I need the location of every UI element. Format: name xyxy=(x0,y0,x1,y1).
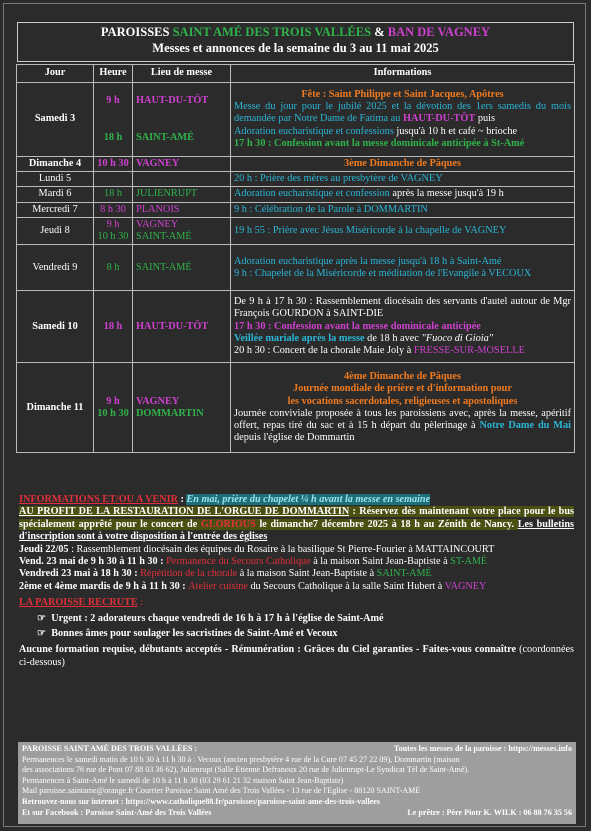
notices-highlight: En mai, prière du chapelet ¼ h avant la messe en semaine xyxy=(186,494,431,505)
col-header-hour: Heure xyxy=(94,65,133,83)
table-row xyxy=(17,245,575,291)
col-header-info: Informations xyxy=(231,65,575,83)
row-hours xyxy=(94,363,133,453)
notice-date: Vendredi 23 mai à 18 h 30 : xyxy=(19,568,141,580)
info-text: Journée conviviale proposée à tous les paroissiens avec, après la messe, apéritif offert, repas tiré du sac et à 15 h départ du pèlerinage à xyxy=(234,407,571,431)
col-header-place: Lieu de messe xyxy=(133,65,231,83)
table-row xyxy=(17,83,575,157)
info-line xyxy=(234,333,571,345)
info-text: HAUT-DU-TÔT xyxy=(402,113,476,125)
table-row xyxy=(17,157,575,172)
orgue-notice xyxy=(19,506,574,543)
footer-mail[interactable]: Mail paroisse.saintame@orange.fr Courrier Paroisse Saint Amé des Trois Vallées - 13 rue de l'Eglise - 88120 SAINT-AMÉ xyxy=(22,786,421,796)
table-row xyxy=(17,363,575,453)
notice-date: Vend. 23 mai de 9 h 30 à 11 h 30 : xyxy=(19,556,167,568)
info-text: depuis l'église de Dommartin xyxy=(234,432,355,444)
row-hours: 8 h xyxy=(94,245,133,291)
hour-item: 18 h xyxy=(103,131,123,143)
footer-text: Le prêtre : Père Piotr K. WILK : 06 88 76 35 56 xyxy=(407,807,572,817)
pointing-hand-icon: ☞ xyxy=(37,628,47,640)
row-day: Mercredi 7 xyxy=(17,202,94,217)
info-line xyxy=(234,408,571,445)
row-info: 3ème Dimanche de Pâques xyxy=(231,157,575,172)
row-places: VAGNEY xyxy=(133,157,231,172)
footer-contact xyxy=(18,742,576,824)
pointing-hand-icon: ☞ xyxy=(37,612,47,624)
row-info xyxy=(231,83,575,157)
info-line xyxy=(234,345,571,357)
formation-text: Aucune formation requise, débutants acceptés - Rémunération : Grâces du Ciel garanties - Faites-vous connaître xyxy=(19,644,516,656)
row-day: Samedi 3 xyxy=(17,83,94,157)
table-header-row xyxy=(17,65,575,83)
info-text: Veillée mariale après la messe xyxy=(234,332,365,344)
messes-link[interactable]: Toutes les messes de la paroisse : https://messes.info xyxy=(393,744,572,753)
notice-text: VAGNEY xyxy=(444,580,487,592)
info-line: Fête : Saint Philippe et Saint Jacques, Apôtres xyxy=(301,88,504,100)
notice-date: 2ème et 4ème mardis de 9 h à 11 h 30 : xyxy=(19,580,189,592)
info-text: FRESSE-SUR-MOSELLE xyxy=(413,345,525,357)
row-day: Samedi 10 xyxy=(17,291,94,363)
notice-text: ST-AMÉ xyxy=(450,556,488,568)
hour-item: 10 h 30 xyxy=(97,231,129,243)
info-text: Messe du jour pour le jubilé 2025 et la dévotion des 1ers samedis du mois demandée par Notre Dame de Fatima au xyxy=(234,101,571,125)
place-item: SAINT-AMÉ xyxy=(136,131,194,143)
info-line: 17 h 30 : Confession avant la messe dominicale anticipée à St-Amé xyxy=(234,137,525,149)
footer-line xyxy=(22,808,572,819)
info-line xyxy=(234,126,571,138)
place-item: SAINT-AMÉ xyxy=(136,231,192,243)
notice-text: SAINT-AMÉ xyxy=(376,568,432,580)
table-row xyxy=(17,291,575,363)
place-item: VAGNEY xyxy=(136,395,180,407)
header-title-a: PAROISSES xyxy=(100,25,173,39)
row-hours xyxy=(94,217,133,244)
footer-text: PAROISSE SAINT AMÉ DES TROIS VALLÉES : xyxy=(22,744,198,753)
row-hours: 10 h 30 xyxy=(94,157,133,172)
footer-website-link[interactable]: Retrouvez-nous sur internet : https://www.catholique88.fr/paroisses/paroisse-saint-ame-des-trois-vallees xyxy=(22,796,381,806)
notices-title-line xyxy=(19,494,574,506)
row-info: 9 h : Célébration de la Parole à DOMMARTIN xyxy=(231,202,575,217)
info-line: De 9 h à 17 h 30 : Rassemblement diocésain des servants d'autel autour de Mgr François GOURDON à SAINT-DIE xyxy=(234,296,571,320)
info-text: puis xyxy=(475,113,495,125)
notice-date: Jeudi 22/05 xyxy=(19,543,69,555)
notices-sep: : xyxy=(177,494,187,505)
info-line: 9 h : Chapelet de la Miséricorde et méditation de l'Evangile à VECOUX xyxy=(234,267,532,279)
hour-item: 10 h 30 xyxy=(97,407,129,419)
footer-line: Permanences le samedi matin de 10 h 30 à 11 h 30 à : Vecoux (ancien presbytère 4 rue de la Cure 07 45 27 22 09), Dommartin (maison xyxy=(22,754,460,764)
notices-section xyxy=(19,494,574,669)
row-hours xyxy=(94,172,133,187)
row-info xyxy=(231,363,575,453)
table-row xyxy=(17,217,575,244)
info-line: les vocations sacerdotales, religieuses et apostoliques xyxy=(287,395,518,407)
place-item: VAGNEY xyxy=(136,218,179,230)
row-day: Dimanche 11 xyxy=(17,363,94,453)
row-hours: 18 h xyxy=(94,187,133,202)
table-row xyxy=(17,172,575,187)
info-line: 4ème Dimanche de Pâques xyxy=(344,371,461,383)
row-day: Vendredi 9 xyxy=(17,245,94,291)
row-day: Jeudi 8 xyxy=(17,217,94,244)
info-line: Adoration eucharistique après la messe jusqu'à 18 h à Saint-Amé xyxy=(234,255,502,267)
row-places xyxy=(133,83,231,157)
row-hours: 8 h 30 xyxy=(94,202,133,217)
notice-text: du Secours Catholique à la salle Saint Hubert à xyxy=(247,580,445,592)
header-title-b: SAINT AMÉ DES TROIS VALLÉES xyxy=(172,25,372,39)
orgue-text: le dimanche7 décembre 2025 à 18 h au Zénith de Nancy. xyxy=(255,518,518,530)
page-header xyxy=(17,22,574,62)
table-row xyxy=(17,202,575,217)
info-text: "Fuoco di Gioia" xyxy=(421,332,494,344)
header-title xyxy=(18,25,573,40)
recrue-title-line xyxy=(19,597,574,609)
row-hours: 18 h xyxy=(94,291,133,363)
info-text: Notre Dame du Mai xyxy=(479,419,571,431)
row-day: Mardi 6 xyxy=(17,187,94,202)
row-info: 19 h 55 : Prière avec Jésus Miséricorde à la chapelle de VAGNEY xyxy=(231,217,575,244)
place-item: DOMMARTIN xyxy=(136,407,204,419)
header-subtitle: Messes et annonces de la semaine du 3 au 11 mai 2025 xyxy=(152,41,439,55)
orgue-title: AU PROFIT DE LA RESTAURATION DE L'ORGUE DE DOMMARTIN xyxy=(19,506,350,518)
recrue-text: Bonnes âmes pour soulager les sacristines de Saint-Amé et Vecoux xyxy=(51,628,338,640)
hour-item: 9 h xyxy=(106,95,120,107)
row-day: Dimanche 4 xyxy=(17,157,94,172)
row-places: SAINT-AMÉ xyxy=(133,245,231,291)
row-places: PLANOIS xyxy=(133,202,231,217)
info-text: Adoration eucharistique et confessions xyxy=(234,125,394,137)
notice-text: Atelier cuisine xyxy=(188,580,248,592)
formation-note xyxy=(19,644,574,669)
notice-vend2 xyxy=(19,568,574,580)
row-info xyxy=(231,291,575,363)
notice-text: : Rassemblement diocésain des équipes du Rosaire à la basilique St Pierre-Fourier à MATTAINCOURT xyxy=(68,543,495,555)
notice-text: à la maison Saint Jean-Baptiste à xyxy=(310,556,451,568)
hour-item: 9 h xyxy=(106,395,120,407)
row-places xyxy=(133,217,231,244)
info-line: 17 h 30 : Confession avant la messe dominicale anticipée xyxy=(234,320,481,332)
row-info xyxy=(231,187,575,202)
row-places: HAUT-DU-TÔT xyxy=(133,291,231,363)
notice-text: Répétition de la chorale xyxy=(140,568,238,580)
recrue-item xyxy=(19,613,574,625)
notices-title: INFORMATIONS ET/OU A VENIR xyxy=(19,494,178,505)
place-item: HAUT-DU-TÔT xyxy=(136,95,209,107)
recrue-item xyxy=(19,628,574,640)
info-text: jusqu'à 10 h et café ~ brioche xyxy=(393,125,518,137)
col-header-day: Jour xyxy=(17,65,94,83)
info-text: Adoration eucharistique et confession xyxy=(234,188,390,200)
notice-text: Permanence du Secours Catholique xyxy=(166,556,311,568)
info-text: après la messe jusqu'à 19 h xyxy=(389,188,504,200)
header-title-c: & xyxy=(371,25,388,39)
row-places: JULIENRUPT xyxy=(133,187,231,202)
notice-mardi xyxy=(19,581,574,593)
info-line xyxy=(234,101,571,125)
recrue-text: Urgent : 2 adorateurs chaque vendredi de 16 h à 17 h à l'église de Saint-Amé xyxy=(51,612,384,624)
row-places xyxy=(133,172,231,187)
orgue-text: GLORIOUS xyxy=(200,518,256,530)
row-places xyxy=(133,363,231,453)
orgue-text: Les bulletins d'inscription sont à votre disposition à l'entrée des églises xyxy=(19,518,574,543)
notice-jeudi xyxy=(19,544,574,556)
row-info xyxy=(231,245,575,291)
footer-line xyxy=(22,744,572,755)
header-title-d: BAN DE VAGNEY xyxy=(387,25,491,39)
info-text: de 18 h avec xyxy=(364,332,422,344)
footer-line: des associations 76 rue de Pont 07 88 03 36 62), Julienrupt (Salle Etienne Defranoux 20 rue de Julienrupt-Le Syndicat Tél de Saint-Amé). xyxy=(22,765,470,775)
hour-item: 9 h xyxy=(106,218,120,230)
facebook-link[interactable]: Et sur Facebook : Paroisse Saint-Amé des Trois Vallées xyxy=(22,807,212,817)
recrue-title: LA PAROISSE RECRUTE xyxy=(19,597,138,609)
notice-vend xyxy=(19,556,574,568)
table-row xyxy=(17,187,575,202)
row-hours xyxy=(94,83,133,157)
footer-line: Permanences à Saint-Amé le samedi de 10 h à 11 h 30 (03 29 61 21 32 maison Saint Jean-Baptiste) xyxy=(22,775,344,785)
schedule-table xyxy=(16,64,575,453)
formation-text: (coordonnées ci-dessous) xyxy=(19,644,574,668)
row-info: 20 h : Prière des mères au presbytère de VAGNEY xyxy=(231,172,575,187)
notice-text: à la maison Saint Jean-Baptiste à xyxy=(237,568,377,580)
info-text: 20 h 30 : Concert de la chorale Maie Joly à xyxy=(234,345,414,357)
row-day: Lundi 5 xyxy=(17,172,94,187)
recrue-sep: : xyxy=(137,597,144,609)
orgue-text: : Réservez dès maintenant votre place pour le bus spécialement apprêté pour le concert de xyxy=(19,506,574,530)
info-line: Journée mondiale de prière et d'information pour xyxy=(293,383,512,395)
